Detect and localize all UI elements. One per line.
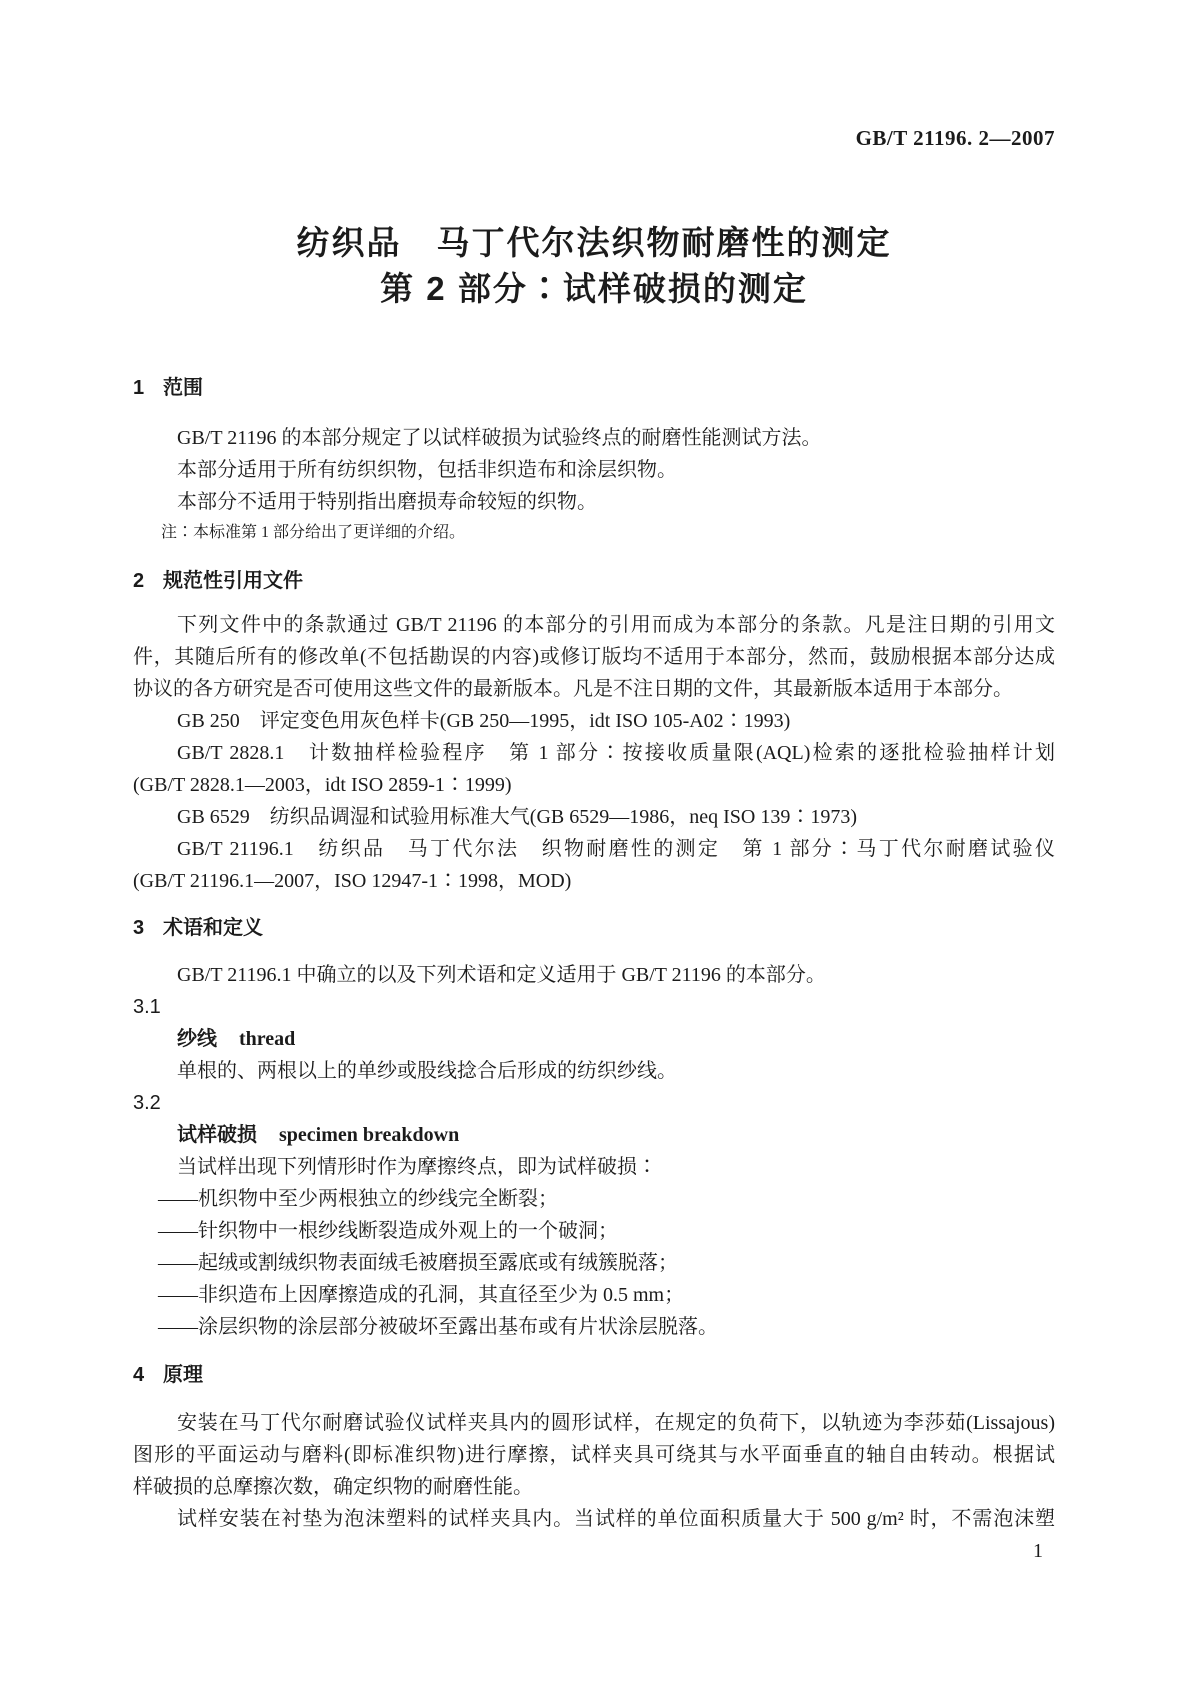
list-item: ——起绒或割绒织物表面绒毛被磨损至露底或有绒簇脱落； — [158, 1252, 678, 1274]
term-chinese: 试样破损 — [177, 1124, 257, 1146]
reference-line: GB/T 2828.1 计数抽样检验程序 第 1 部分∶按接收质量限(AQL)检索的逐批检验抽样计划 — [177, 742, 1055, 764]
section-1-title: 范围 — [163, 377, 203, 399]
paragraph-line: 安装在马丁代尔耐磨试验仪试样夹具内的圆形试样，在规定的负荷下，以轨迹为李莎茹(Lissajous) — [177, 1412, 1055, 1434]
page-number: 1 — [1033, 1540, 1043, 1562]
reference-line: (GB/T 21196.1—2007，ISO 12947-1∶1998，MOD) — [133, 870, 572, 892]
paragraph-line: GB/T 21196 的本部分规定了以试样破损为试验终点的耐磨性能测试方法。 — [177, 427, 822, 449]
list-item: ——机织物中至少两根独立的纱线完全断裂； — [158, 1188, 558, 1210]
title-line-1: 纺织品 马丁代尔法织物耐磨性的测定 — [296, 224, 892, 261]
section-4-title: 原理 — [163, 1364, 203, 1386]
section-2-body — [133, 609, 1055, 897]
section-3-heading — [133, 915, 1055, 941]
term-chinese: 纱线 — [177, 1028, 217, 1050]
reference-line: GB/T 21196.1 纺织品 马丁代尔法 织物耐磨性的测定 第 1 部分∶马丁代尔耐磨试验仪 — [177, 838, 1055, 860]
reference-line: GB 250 评定变色用灰色样卡(GB 250—1995，idt ISO 105-A02∶1993) — [177, 710, 791, 732]
section-4-body — [133, 1407, 1055, 1535]
section-1-body — [133, 422, 1055, 546]
paragraph-line: 图形的平面运动与磨料(即标准织物)进行摩擦，试样夹具可绕其与水平面垂直的轴自由转动。根据试 — [133, 1444, 1055, 1466]
term-english: specimen breakdown — [279, 1124, 460, 1146]
paragraph-line: 本部分不适用于特别指出磨损寿命较短的织物。 — [177, 491, 597, 513]
paragraph-line: 样破损的总摩擦次数，确定织物的耐磨性能。 — [133, 1476, 533, 1498]
section-4-heading — [133, 1362, 1055, 1388]
title-line-2: 第 2 部分∶试样破损的测定 — [380, 270, 808, 307]
section-3-number: 3 — [133, 917, 145, 939]
section-3-title: 术语和定义 — [163, 917, 263, 939]
reference-line: (GB/T 2828.1—2003，idt ISO 2859-1∶1999) — [133, 774, 512, 796]
term-3-1 — [133, 1023, 1055, 1055]
paragraph-line: 下列文件中的条款通过 GB/T 21196 的本部分的引用而成为本部分的条款。凡是注日期的引用文 — [177, 614, 1055, 636]
paragraph-line: GB/T 21196.1 中确立的以及下列术语和定义适用于 GB/T 21196 的本部分。 — [177, 964, 826, 986]
document-title — [133, 220, 1055, 312]
paragraph-line: 本部分适用于所有纺织织物，包括非织造布和涂层织物。 — [177, 459, 677, 481]
section-2-title: 规范性引用文件 — [163, 570, 303, 592]
section-2-heading — [133, 568, 1055, 594]
standard-code: GB/T 21196. 2—2007 — [855, 126, 1055, 150]
term-english: thread — [239, 1028, 296, 1050]
paragraph-line: 试样安装在衬垫为泡沫塑料的试样夹具内。当试样的单位面积质量大于 500 g/m² 时，不需泡沫塑 — [177, 1508, 1055, 1530]
list-item: ——针织物中一根纱线断裂造成外观上的一个破洞； — [158, 1220, 618, 1242]
section-1-number: 1 — [133, 377, 145, 399]
reference-line: GB 6529 纺织品调湿和试验用标准大气(GB 6529—1986，neq ISO 139∶1973) — [177, 806, 857, 828]
section-1-heading — [133, 375, 1055, 401]
list-item: ——涂层织物的涂层部分被破坏至露出基布或有片状涂层脱落。 — [158, 1316, 718, 1338]
term-definition: 单根的、两根以上的单纱或股线捻合后形成的纺织纱线。 — [177, 1060, 677, 1082]
page-content — [133, 0, 1055, 1564]
term-3-2 — [133, 1119, 1055, 1151]
term-definition-intro: 当试样出现下列情形时作为摩擦终点，即为试样破损∶ — [177, 1156, 657, 1178]
clause-number-3-2: 3.2 — [133, 1092, 161, 1114]
section-3-body — [133, 959, 1055, 1343]
section-2-number: 2 — [133, 570, 145, 592]
section-4-number: 4 — [133, 1364, 145, 1386]
paragraph-line: 件，其随后所有的修改单(不包括勘误的内容)或修订版均不适用于本部分，然而，鼓励根据本部分达成 — [133, 646, 1055, 668]
list-item: ——非织造布上因摩擦造成的孔洞，其直径至少为 0.5 mm； — [158, 1284, 685, 1306]
clause-number-3-1: 3.1 — [133, 996, 161, 1018]
note-line: 注∶本标准第 1 部分给出了更详细的介绍。 — [161, 524, 466, 541]
paragraph-line: 协议的各方研究是否可使用这些文件的最新版本。凡是不注日期的文件，其最新版本适用于本部分。 — [133, 678, 1013, 700]
